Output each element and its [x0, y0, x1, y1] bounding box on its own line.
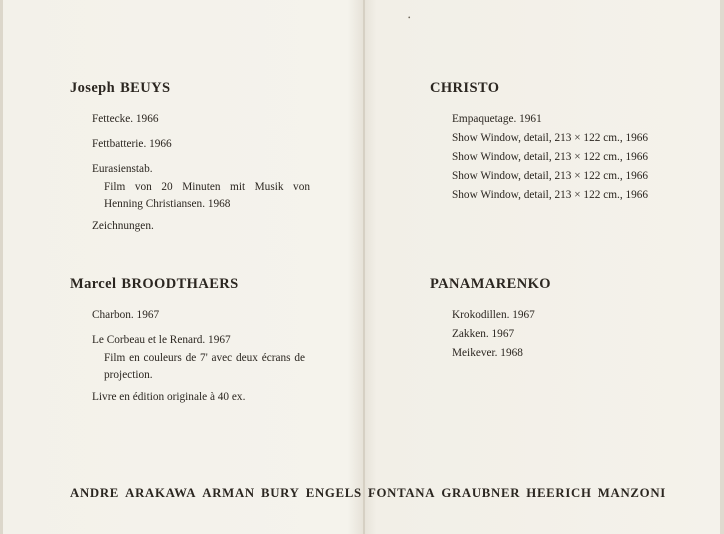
- right-page-edge: [720, 0, 724, 534]
- christo-section: [430, 80, 720, 205]
- artist-name: ANDRE: [70, 486, 120, 500]
- broodthaers-work-list: [70, 306, 360, 407]
- work-item: Show Window, detail, 213 × 122 cm., 1966: [452, 132, 649, 144]
- paper-speck: •: [408, 14, 411, 22]
- work-item: Empaquetage. 1961: [452, 113, 542, 125]
- work-item: Charbon. 1967: [92, 309, 160, 321]
- book-gutter: [363, 0, 365, 534]
- work-item: Show Window, detail, 213 × 122 cm., 1966: [452, 151, 649, 163]
- beuys-section: [70, 80, 360, 236]
- artist-first-name: Joseph: [70, 80, 116, 96]
- work-item: Livre en édition originale à 40 ex.: [92, 391, 246, 403]
- artist-name: ARAKAWA: [125, 486, 197, 500]
- work-item: Eurasienstab.: [92, 163, 153, 175]
- work-item: Fettbatterie. 1966: [92, 138, 172, 150]
- broodthaers-section: [70, 276, 360, 407]
- work-item: Show Window, detail, 213 × 122 cm., 1966: [452, 170, 649, 182]
- work-note: Film von 20 Minuten mit Musik von Henning Christiansen. 1968: [104, 181, 310, 210]
- panamarenko-work-list: [430, 306, 720, 363]
- work-item: Zeichnungen.: [92, 220, 154, 232]
- work-item: Fettecke. 1966: [92, 113, 159, 125]
- artist-name: BURY: [260, 486, 300, 500]
- beuys-work-list: [70, 110, 360, 236]
- panamarenko-section: [430, 276, 720, 363]
- left-page-edge: [0, 0, 3, 534]
- artist-last-name: BROODTHAERS: [121, 276, 239, 292]
- artist-name-list: [70, 486, 666, 501]
- artist-heading-beuys: [70, 80, 360, 97]
- artist-first-name: Marcel: [70, 276, 117, 292]
- christo-work-list: [430, 110, 720, 205]
- work-item: Meikever. 1968: [452, 347, 523, 359]
- artist-heading-broodthaers: [70, 276, 360, 293]
- work-item: Krokodillen. 1967: [452, 309, 535, 321]
- work-item: Show Window, detail, 213 × 122 cm., 1966: [452, 189, 649, 201]
- artist-name: FONTANA: [367, 486, 436, 500]
- work-note: Film en couleurs de 7' avec deux écrans de projection.: [104, 352, 305, 381]
- artist-name: ARMAN: [202, 486, 255, 500]
- artist-heading-panamarenko: PANAMARENKO: [430, 276, 551, 292]
- artist-heading-christo: CHRISTO: [430, 80, 500, 96]
- work-item: Zakken. 1967: [452, 328, 515, 340]
- artist-name: HEERICH: [526, 486, 592, 500]
- artist-last-name: BEUYS: [120, 80, 171, 96]
- work-item: Le Corbeau et le Renard. 1967: [92, 334, 231, 346]
- artist-name: GRAUBNER: [441, 486, 521, 500]
- artist-name: MANZONI: [597, 486, 666, 500]
- artist-name: ENGELS: [305, 486, 362, 500]
